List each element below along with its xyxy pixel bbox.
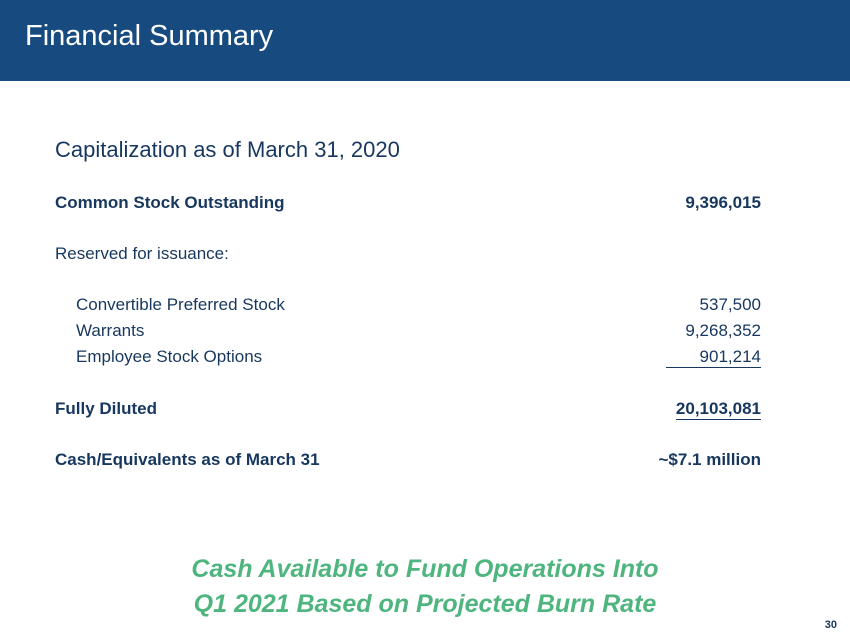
callout-line-2: Q1 2021 Based on Projected Burn Rate bbox=[193, 590, 657, 618]
fully-diluted-value-wrapper bbox=[676, 398, 761, 420]
reserved-row bbox=[55, 243, 761, 265]
reserved-item-label: Warrants bbox=[76, 321, 145, 340]
reserved-item-label: Employee Stock Options bbox=[76, 347, 263, 366]
callout-line-1: Cash Available to Fund Operations Into bbox=[191, 555, 659, 583]
fully-diluted-row bbox=[55, 398, 761, 420]
reserved-label: Reserved for issuance: bbox=[55, 244, 229, 263]
cash-label: Cash/Equivalents as of March 31 bbox=[55, 450, 320, 469]
reserved-item-warrants bbox=[55, 320, 761, 342]
cash-value: ~$7.1 million bbox=[658, 450, 761, 469]
page-number: 30 bbox=[824, 619, 837, 631]
reserved-item-convertible-preferred bbox=[55, 294, 761, 316]
reserved-item-label: Convertible Preferred Stock bbox=[76, 295, 285, 314]
reserved-item-value: 537,500 bbox=[699, 295, 761, 314]
cash-row bbox=[55, 449, 761, 471]
common-stock-value: 9,396,015 bbox=[685, 193, 761, 212]
reserved-item-value: 9,268,352 bbox=[685, 321, 761, 340]
common-stock-row bbox=[55, 192, 761, 214]
common-stock-label: Common Stock Outstanding bbox=[55, 193, 285, 212]
capitalization-title: Capitalization as of March 31, 2020 bbox=[55, 137, 400, 162]
fully-diluted-label: Fully Diluted bbox=[55, 399, 157, 418]
header-bar bbox=[0, 0, 850, 81]
reserved-item-value-underlined bbox=[666, 346, 761, 368]
reserved-item-employee-stock-options bbox=[55, 346, 761, 368]
fully-diluted-value: 20,103,081 bbox=[675, 399, 761, 418]
page-title: Financial Summary bbox=[25, 20, 274, 52]
employee-stock-options-value: 901,214 bbox=[666, 347, 761, 368]
